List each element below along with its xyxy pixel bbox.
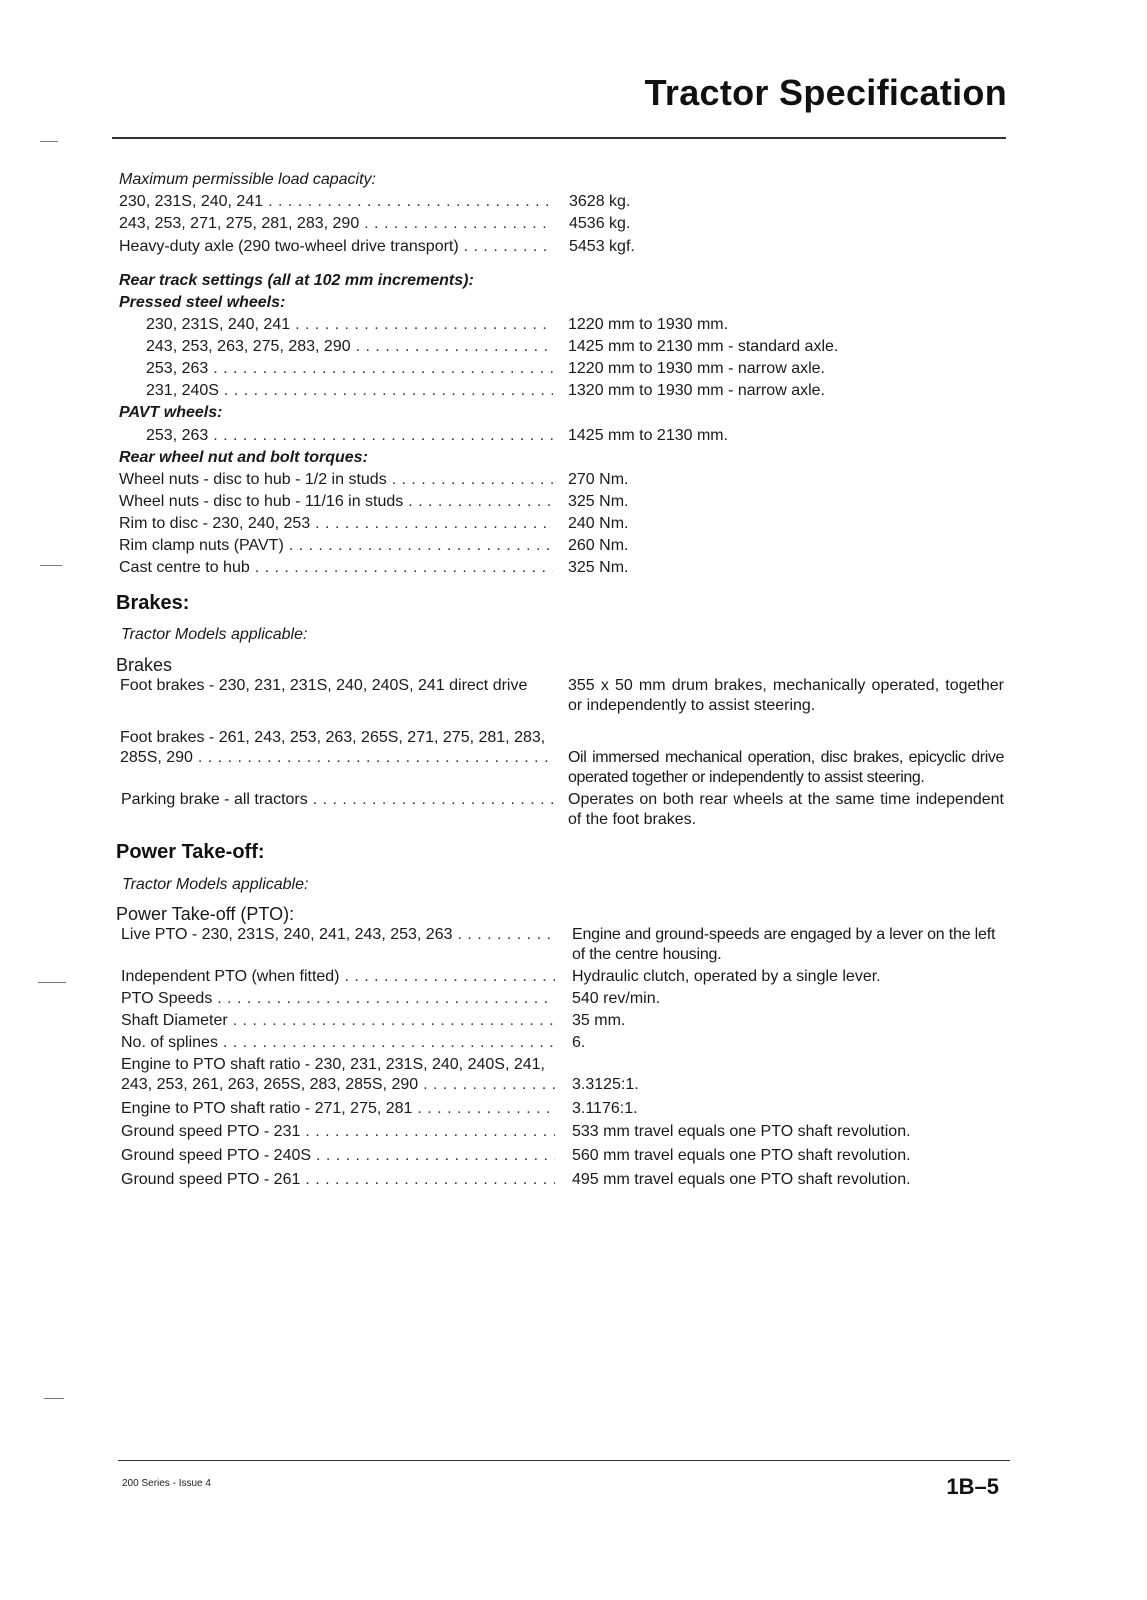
- pto-row-value: 6.: [572, 1034, 586, 1051]
- track-row-label: 253, 263 . . .: [146, 359, 553, 379]
- pto-row-label: Ground speed PTO - 261 . . .: [121, 1170, 555, 1190]
- torque-row-value: 325 Nm.: [568, 493, 629, 510]
- footer-rule: [118, 1460, 1010, 1461]
- brakes-subheading: Brakes: [116, 655, 173, 675]
- track-row-value: 1220 mm to 1930 mm - narrow axle.: [568, 360, 825, 377]
- pto-subheading: Power Take-off (PTO):: [116, 904, 295, 924]
- pto-row-value: Hydraulic clutch, operated by a single lever.: [572, 968, 881, 985]
- pto-section-title: Power Take-off:: [116, 841, 265, 863]
- ratio-label: Engine to PTO shaft ratio - 230, 231, 231S, 240, 240S, 241,: [121, 1056, 545, 1073]
- page-title: Tractor Specification: [644, 72, 1007, 113]
- foot-brakes-2-value: Oil immersed mechanical operation, disc brakes, epicyclic drive operated together or independently to assist steering.: [568, 749, 1004, 786]
- pto-models-label: Tractor Models applicable:: [122, 876, 309, 893]
- pto-row-label: Engine to PTO shaft ratio - 271, 275, 281 . . .: [121, 1099, 555, 1119]
- load-row-value: 3628 kg.: [569, 193, 631, 210]
- track-heading: Rear track settings (all at 102 mm increments):: [119, 272, 474, 289]
- pressed-steel-heading: Pressed steel wheels:: [119, 294, 286, 311]
- margin-mark: [40, 141, 58, 142]
- load-row-label: 243, 253, 271, 275, 281, 283, 290 . . .: [119, 214, 553, 234]
- track-row-label: 231, 240S . . .: [146, 381, 553, 401]
- load-row-value: 4536 kg.: [569, 215, 631, 232]
- pto-row-label: Ground speed PTO - 231 . . .: [121, 1122, 555, 1142]
- torque-row-label: Rim to disc - 230, 240, 253 . . .: [119, 514, 553, 534]
- load-heading: Maximum permissible load capacity:: [119, 171, 376, 188]
- pto-row-label: Shaft Diameter . . .: [121, 1011, 555, 1031]
- torque-row-value: 240 Nm.: [568, 515, 629, 532]
- parking-brake-label: Parking brake - all tractors . . .: [121, 790, 553, 810]
- track-row-value: 1425 mm to 2130 mm.: [568, 427, 729, 444]
- torque-row-label: Cast centre to hub . . .: [119, 558, 553, 578]
- pto-row-value: 560 mm travel equals one PTO shaft revolution.: [572, 1147, 911, 1164]
- pto-row-label: No. of splines . . .: [121, 1033, 555, 1053]
- track-row-label: 253, 263 . . .: [146, 426, 553, 446]
- load-row-label: 230, 231S, 240, 241 . . .: [119, 192, 553, 212]
- track-row-value: 1320 mm to 1930 mm - narrow axle.: [568, 382, 825, 399]
- foot-brakes-value: 355 x 50 mm drum brakes, mechanically operated, together or independently to assist steering.: [568, 677, 1004, 714]
- live-pto-label: Live PTO - 230, 231S, 240, 241, 243, 253, 263 . . .: [121, 925, 555, 945]
- foot-brakes-label: Foot brakes - 230, 231, 231S, 240, 240S, 241 direct drive: [120, 677, 528, 694]
- live-pto-value: Engine and ground-speeds are engaged by a lever on the left of the centre housing.: [572, 926, 996, 963]
- load-row-label: Heavy-duty axle (290 two-wheel drive transport) . . .: [119, 237, 553, 257]
- torque-row-value: 260 Nm.: [568, 537, 629, 554]
- pto-row-label: Independent PTO (when fitted) . . .: [121, 967, 555, 987]
- pto-row-value: 540 rev/min.: [572, 990, 661, 1007]
- track-row-label: 230, 231S, 240, 241 . . .: [146, 315, 553, 335]
- track-row-value: 1220 mm to 1930 mm.: [568, 316, 729, 333]
- foot-brakes-2-label-cont: 285S, 290 . . .: [120, 748, 553, 768]
- ratio-value: 3.3125:1.: [572, 1076, 639, 1093]
- parking-brake-value: Operates on both rear wheels at the same time independent of the foot brakes.: [568, 791, 1004, 828]
- torque-row-value: 270 Nm.: [568, 471, 629, 488]
- pto-row-label: PTO Speeds . . .: [121, 989, 555, 1009]
- pto-row-label: Ground speed PTO - 240S . . .: [121, 1146, 555, 1166]
- pto-row-value: 35 mm.: [572, 1012, 626, 1029]
- pto-row-value: 533 mm travel equals one PTO shaft revolution.: [572, 1123, 911, 1140]
- brakes-section-title: Brakes:: [116, 592, 190, 614]
- track-row-label: 243, 253, 263, 275, 283, 290 . . .: [146, 337, 553, 357]
- track-row-value: 1425 mm to 2130 mm - standard axle.: [568, 338, 839, 355]
- footer-series: 200 Series - Issue 4: [122, 1478, 211, 1489]
- margin-mark: [44, 1398, 64, 1399]
- load-row-value: 5453 kgf.: [569, 238, 635, 255]
- pto-row-value: 495 mm travel equals one PTO shaft revolution.: [572, 1171, 911, 1188]
- foot-brakes-2-label: Foot brakes - 261, 243, 253, 263, 265S, 271, 275, 281, 283,: [120, 729, 546, 746]
- torque-row-value: 325 Nm.: [568, 559, 629, 576]
- torque-heading: Rear wheel nut and bolt torques:: [119, 449, 368, 466]
- ratio-label-cont: 243, 253, 261, 263, 265S, 283, 285S, 290 . . .: [121, 1075, 555, 1095]
- margin-mark: [40, 565, 62, 566]
- margin-mark: [38, 982, 66, 983]
- pto-row-value: 3.1176:1.: [572, 1100, 638, 1117]
- brakes-models-label: Tractor Models applicable:: [121, 626, 308, 643]
- header-rule: [112, 137, 1006, 139]
- page-number: 1B–5: [946, 1474, 999, 1499]
- pavt-heading: PAVT wheels:: [119, 404, 223, 421]
- torque-row-label: Wheel nuts - disc to hub - 11/16 in studs . . .: [119, 492, 553, 512]
- torque-row-label: Rim clamp nuts (PAVT) . . .: [119, 536, 553, 556]
- torque-row-label: Wheel nuts - disc to hub - 1/2 in studs . . .: [119, 470, 553, 490]
